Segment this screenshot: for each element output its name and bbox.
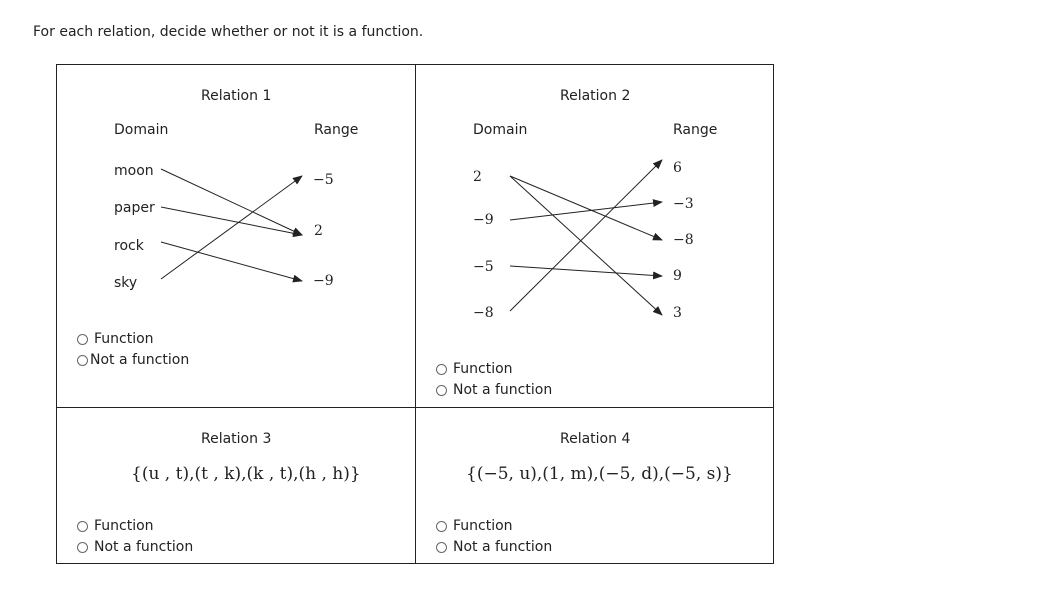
mapping-arrow bbox=[161, 207, 302, 235]
relation-1-title: Relation 1 bbox=[201, 88, 272, 104]
relation-2-domain-item: −9 bbox=[473, 212, 494, 228]
relations-table bbox=[56, 64, 774, 564]
relation-1-domain-item: moon bbox=[114, 163, 154, 179]
relation-4-set: {(−5, u),(1, m),(−5, d),(−5, s)} bbox=[466, 464, 733, 484]
relation-2-range-item: 6 bbox=[673, 160, 682, 176]
relation-2-arrow-diagram bbox=[416, 65, 775, 407]
relation-2-cell bbox=[416, 65, 775, 407]
relation-1-domain-item: rock bbox=[114, 238, 144, 254]
mapping-arrow bbox=[161, 242, 302, 281]
relation-4-cell bbox=[416, 408, 775, 565]
option-label: Function bbox=[94, 518, 154, 534]
relation-3-cell bbox=[57, 408, 415, 565]
relation-2-title: Relation 2 bbox=[560, 88, 631, 104]
option-label: Not a function bbox=[453, 539, 553, 555]
mapping-arrow bbox=[510, 160, 662, 311]
relation-1-range-item: 2 bbox=[314, 223, 323, 239]
mapping-arrow bbox=[161, 169, 302, 235]
option-label: Function bbox=[453, 518, 513, 534]
mapping-arrow bbox=[510, 202, 662, 220]
relation-2-domain-item: −5 bbox=[473, 259, 494, 275]
relation-2-range-item: −3 bbox=[673, 196, 694, 212]
relation-1-domain-item: sky bbox=[114, 275, 138, 291]
relation-2-range-item: −8 bbox=[673, 232, 694, 248]
mapping-arrow bbox=[510, 176, 662, 315]
question-prompt: For each relation, decide whether or not it is a function. bbox=[33, 24, 424, 40]
relation-2-range-header: Range bbox=[673, 122, 718, 138]
radio-button[interactable] bbox=[436, 364, 447, 375]
relation-1-domain-header: Domain bbox=[114, 122, 169, 138]
relation-2-range-item: 3 bbox=[673, 305, 682, 321]
relation-2-domain-header: Domain bbox=[473, 122, 528, 138]
relation-1-option-not-a-function[interactable] bbox=[77, 352, 189, 368]
radio-button[interactable] bbox=[77, 521, 88, 532]
relation-1-cell bbox=[57, 65, 415, 407]
option-label: Not a function bbox=[94, 539, 194, 555]
relation-1-domain-item: paper bbox=[114, 200, 155, 216]
relation-1-option-function[interactable] bbox=[77, 331, 154, 347]
radio-button[interactable] bbox=[436, 542, 447, 553]
mapping-arrow bbox=[161, 176, 302, 279]
radio-button[interactable] bbox=[436, 521, 447, 532]
mapping-arrow bbox=[510, 266, 662, 276]
option-label: Not a function bbox=[90, 352, 190, 368]
relation-2-option-function[interactable] bbox=[436, 361, 513, 377]
radio-button[interactable] bbox=[77, 542, 88, 553]
option-label: Not a function bbox=[453, 382, 553, 398]
relation-2-option-not-a-function[interactable] bbox=[436, 382, 552, 398]
radio-button[interactable] bbox=[436, 385, 447, 396]
mapping-arrow bbox=[510, 176, 662, 240]
relation-4-title: Relation 4 bbox=[560, 431, 631, 447]
relation-2-domain-item: 2 bbox=[473, 169, 482, 185]
option-label: Function bbox=[453, 361, 513, 377]
relation-2-domain-item: −8 bbox=[473, 305, 494, 321]
option-label: Function bbox=[94, 331, 154, 347]
relation-3-title: Relation 3 bbox=[201, 431, 272, 447]
relation-2-range-item: 9 bbox=[673, 268, 682, 284]
radio-button[interactable] bbox=[77, 355, 88, 366]
relation-4-option-function[interactable] bbox=[436, 518, 513, 534]
relation-1-range-item: −5 bbox=[313, 172, 334, 188]
relation-1-range-header: Range bbox=[314, 122, 359, 138]
relation-3-option-function[interactable] bbox=[77, 518, 154, 534]
relation-3-set: {(u , t),(t , k),(k , t),(h , h)} bbox=[131, 464, 361, 484]
relation-3-option-not-a-function[interactable] bbox=[77, 539, 193, 555]
relation-4-option-not-a-function[interactable] bbox=[436, 539, 552, 555]
relation-1-range-item: −9 bbox=[313, 273, 334, 289]
radio-button[interactable] bbox=[77, 334, 88, 345]
